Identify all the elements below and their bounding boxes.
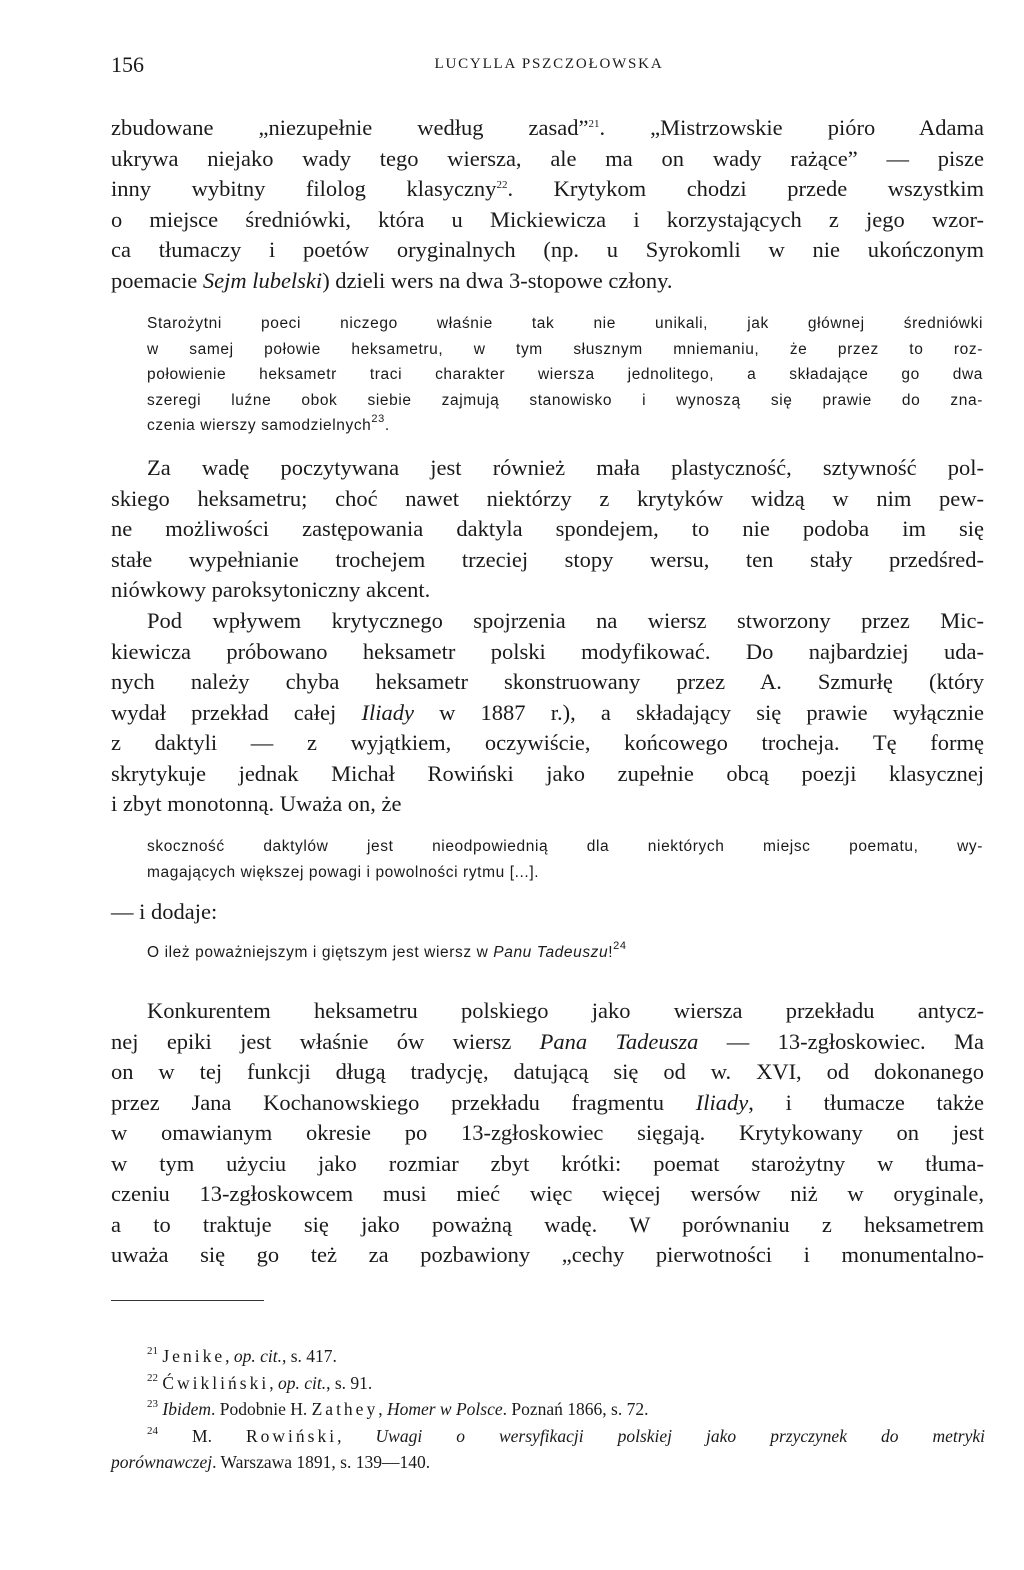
text-line: nej epiki jest właśnie ów wiersz Pana Tadeusza — 13-zgłoskowiec. Ma	[111, 1028, 984, 1054]
footnotes	[111, 1343, 985, 1476]
block-quote-1	[147, 311, 983, 439]
footnote-ref: 24	[613, 940, 627, 952]
text-line: czeniu 13-zgłoskowcem musi mieć więc więcej wersów niż w oryginale,	[111, 1181, 984, 1206]
page-number: 156	[111, 52, 144, 77]
text-line: uważa się go też za pozbawiony „cechy pierwotności i monumentalno-	[111, 1242, 984, 1267]
paragraph-3	[111, 606, 984, 820]
paragraph-1	[111, 113, 984, 296]
footnote-ref: 23	[371, 413, 385, 425]
text-line: o miejsce średniówki, która u Mickiewicza i korzystających z jego wzor-	[111, 206, 984, 232]
paragraph-dodaje	[111, 897, 984, 928]
quote-line: magających większej powagi i powolności rytmu [...].	[147, 863, 540, 881]
text-line: a to traktuje się jako poważną wadę. W porównaniu z heksametrem	[111, 1211, 984, 1237]
footnote-22: $^{22}$ Ćwikliński, op. cit., s. 91.	[147, 1371, 373, 1393]
text-line: wydał przekład całej Iliady w 1887 r.), a składający się prawie wyłącznie	[111, 699, 984, 725]
text-line: Za wadę poczytywana jest również mała plastyczność, sztywność pol-	[147, 455, 984, 480]
footnote-separator	[111, 1300, 264, 1301]
quote-line: Starożytni poeci niczego właśnie tak nie unikali, jak głównej średniówki	[147, 315, 983, 332]
text-line: Pod wpływem krytycznego spojrzenia na wiersz stworzony przez Mic-	[147, 608, 984, 633]
text-line: i zbyt monotonną. Uważa on, że	[111, 791, 402, 816]
text-line: w omawianym okresie po 13-zgłoskowiec sięgają. Krytykowany on jest	[111, 1120, 984, 1145]
text-line: kiewicza próbowano heksametr polski modyfikować. Do najbardziej uda-	[111, 638, 984, 664]
page-header	[111, 52, 987, 82]
text-line: zbudowane „niezupełnie według zasad”$^{21}$. „Mistrzowskie pióro Adama	[111, 115, 984, 140]
paragraph-2	[111, 453, 984, 606]
block-quote-2	[147, 834, 983, 885]
text-line: przez Jana Kochanowskiego przekładu fragmentu Iliady, i tłumacze także	[111, 1089, 985, 1115]
footnote-24: $^{24}$ M. Rowiński, Uwagi o wersyfikacji polskiej jako przyczynek do metryki	[147, 1424, 985, 1446]
text-line: — i dodaje:	[111, 899, 218, 924]
text-line: ca tłumaczy i poetów oryginalnych (np. u Syrokomli w nie ukończonym	[111, 237, 984, 262]
block-quote-3	[147, 940, 983, 966]
text-line: poemacie Sejm lubelski) dzieli wers na dwa 3-stopowe człony.	[111, 267, 673, 293]
running-head: LUCYLLA PSZCZOŁOWSKA	[434, 56, 664, 72]
quote-line: szeregi luźne obok siebie zajmują stanowisko i wynoszą się prawie do zna-	[147, 391, 983, 409]
quote-line: czenia wierszy samodzielnych$^{23}$.	[147, 413, 390, 434]
text-line: ne możliwości zastępowania daktyla spondejem, to nie podoba im się	[111, 516, 984, 541]
footnote-ref: 22	[496, 179, 508, 191]
text-line: on w tej funkcji długą tradycję, datującą się od w. XVI, od dokonanego	[111, 1059, 984, 1084]
text-line: stałe wypełnianie trochejem trzeciej stopy wersu, ten stały przedśred-	[111, 546, 984, 572]
footnote-23: $^{23}$ Ibidem. Podobnie H. Zathey, Homer w Polsce. Poznań 1866, s. 72.	[147, 1398, 649, 1419]
footnote-24-continuation: porównawczej. Warszawa 1891, s. 139—140.	[111, 1452, 431, 1472]
text-line: w tym użyciu jako rozmiar zbyt krótki: poemat starożytny w tłuma-	[111, 1150, 984, 1176]
text-line: z daktyli — z wyjątkiem, oczywiście, końcowego trocheja. Tę formę	[111, 730, 984, 755]
quote-line: połowienie heksametr traci charakter wiersza jednolitego, a składające go dwa	[147, 366, 983, 383]
footnote-21: $^{21}$ Jenike, op. cit., s. 417.	[147, 1345, 337, 1366]
text-line: Konkurentem heksametru polskiego jako wiersza przekładu antycz-	[147, 998, 984, 1023]
text-line: ukrywa niejako wady tego wiersza, ale ma on wady rażące” — pisze	[111, 145, 984, 171]
quote-line: O ileż poważniejszym i giętszym jest wiersz w Panu Tadeuszu!$^{24}$	[147, 940, 627, 961]
text-line: skiego heksametru; choć nawet niektórzy z krytyków widzą w nim pew-	[111, 485, 984, 511]
text-line: niówkowy paroksytoniczny akcent.	[111, 577, 431, 602]
text-line: skrytykuje jednak Michał Rowiński jako zupełnie obcą poezji klasycznej	[111, 760, 984, 786]
paragraph-4	[111, 996, 984, 1271]
quote-line: w samej połowie heksametru, w tym słusznym mniemaniu, że przez to roz-	[147, 340, 983, 358]
text-line: inny wybitny filolog klasyczny$^{22}$. Krytykom chodzi przede wszystkim	[111, 176, 985, 201]
text-line: nych należy chyba heksametr skonstruowany przez A. Szmurłę (który	[111, 669, 984, 694]
quote-line: skoczność daktylów jest nieodpowiednią dla niektórych miejsc poematu, wy-	[147, 838, 983, 855]
footnote-ref: 21	[588, 118, 600, 130]
